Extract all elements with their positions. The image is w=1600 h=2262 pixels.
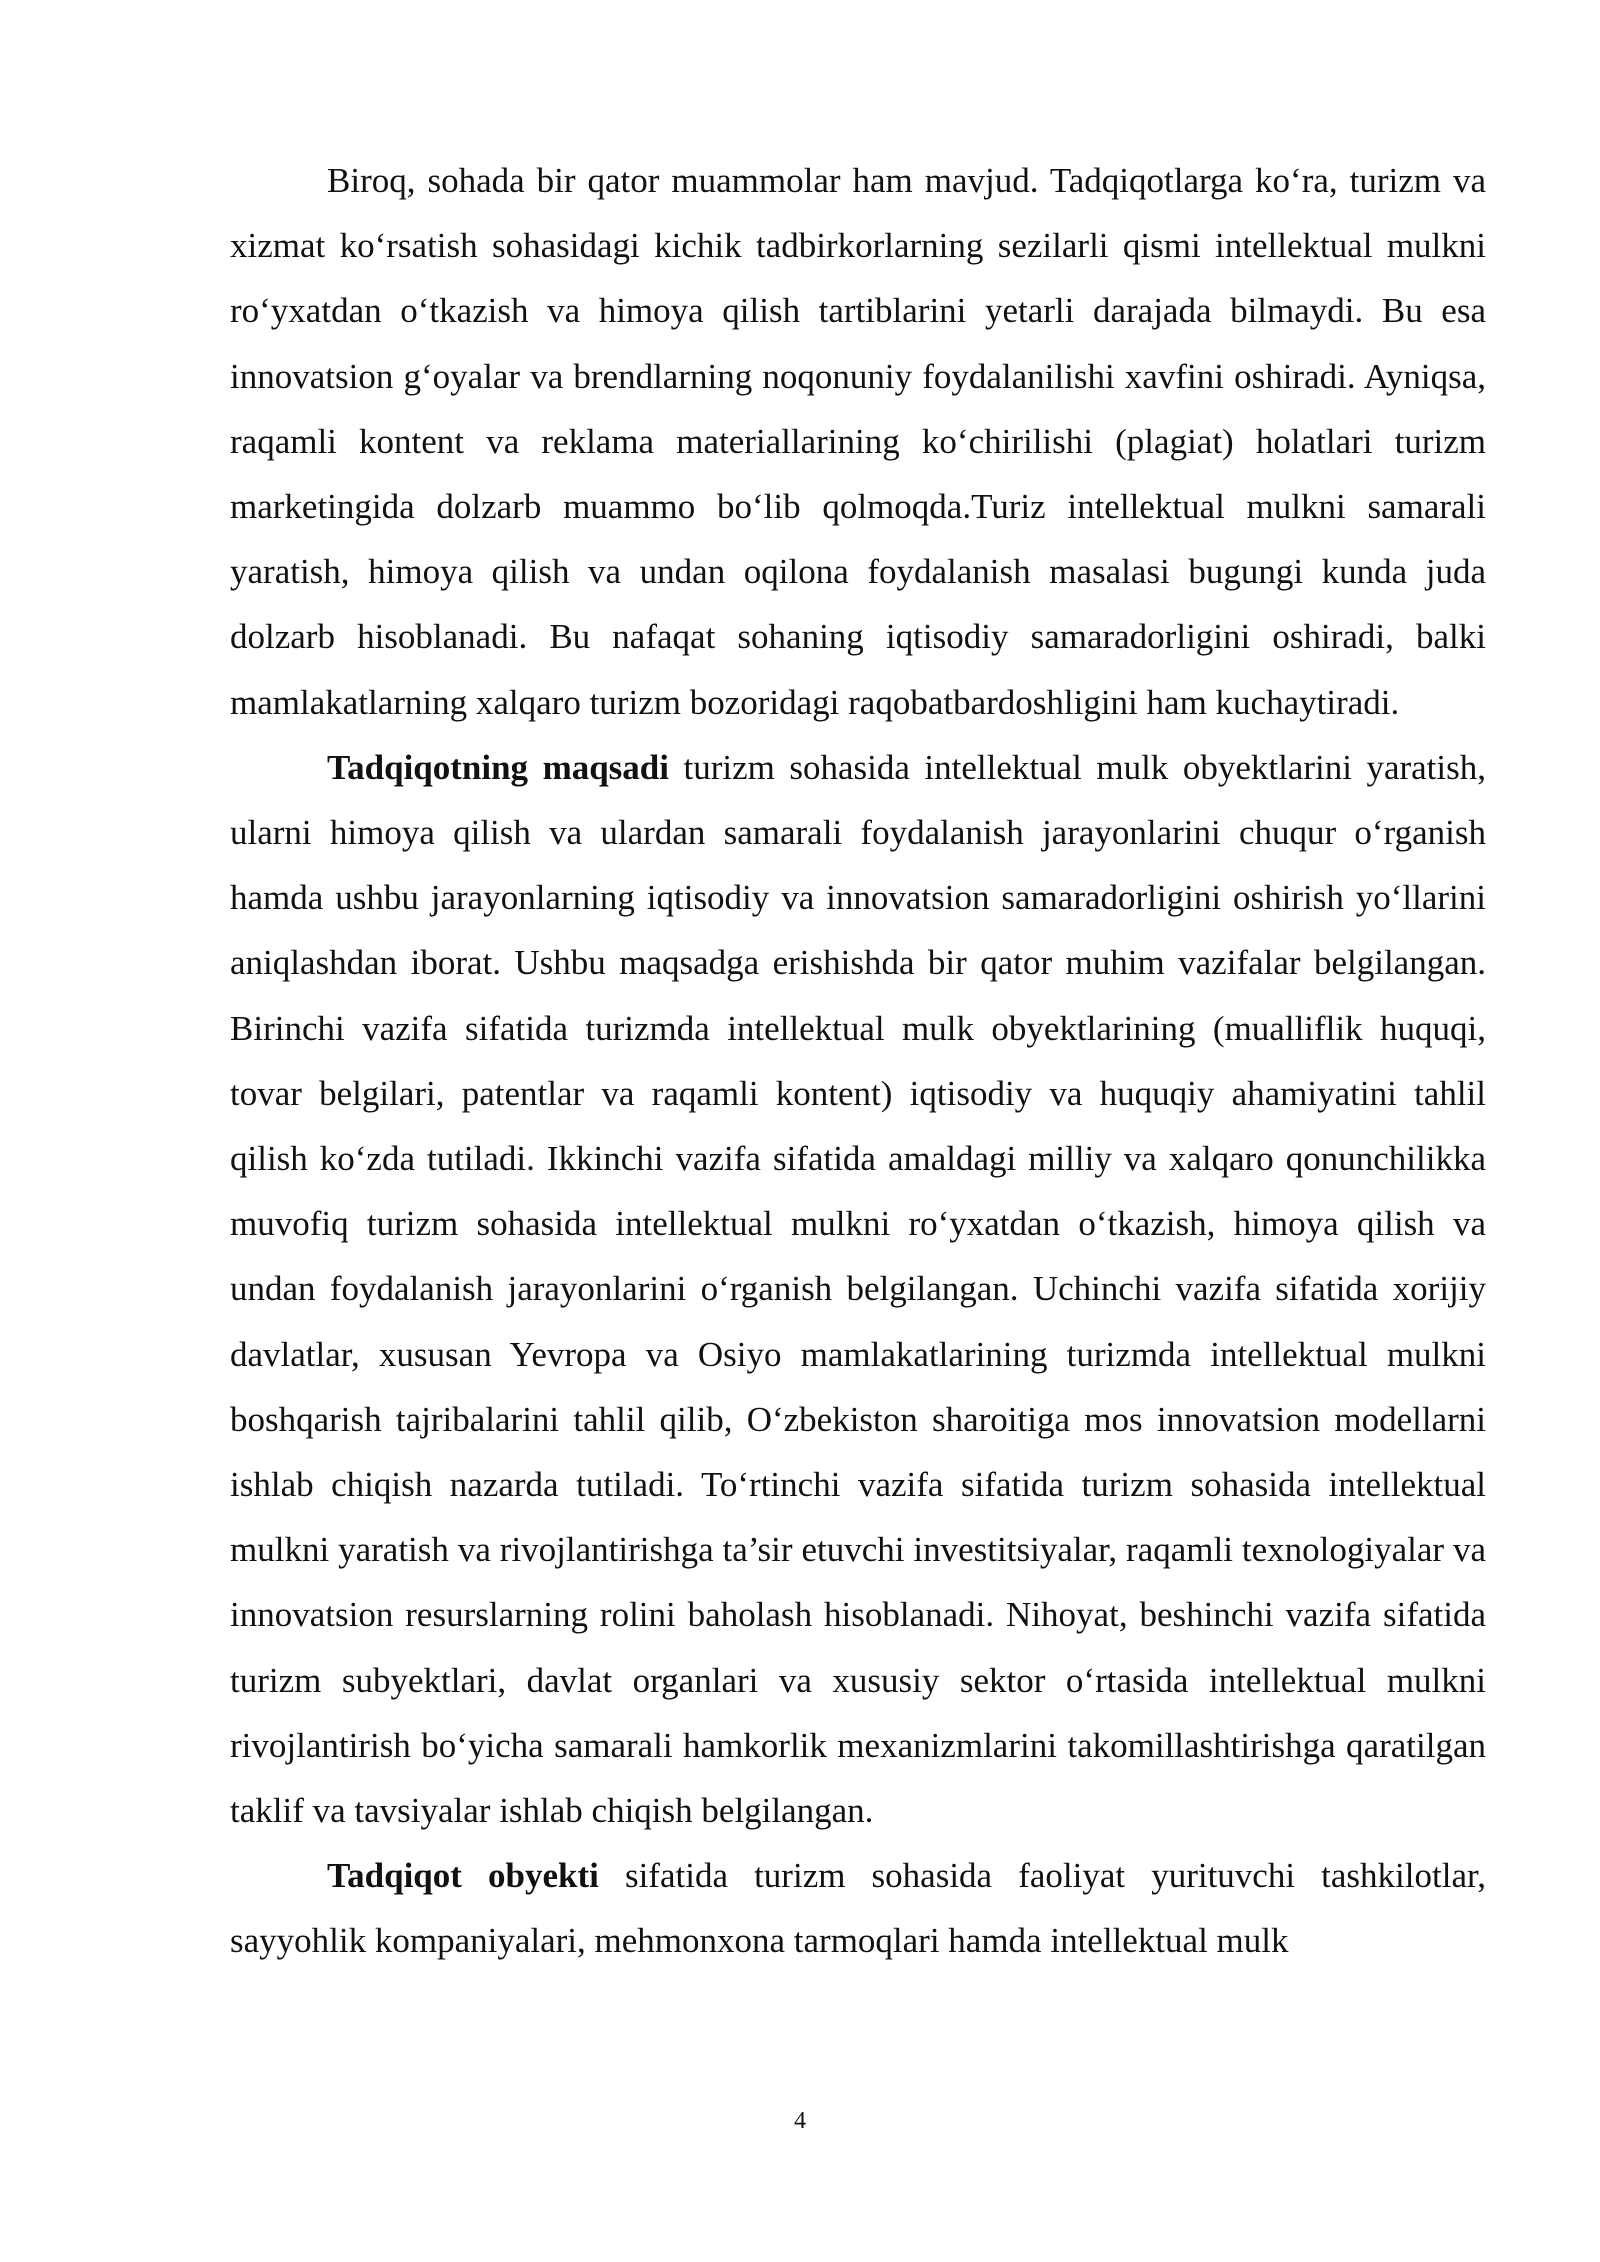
paragraph-problems-text: Biroq, sohada bir qator muammolar ham mavjud. Tadqiqotlarga ko‘ra, turizm va xizmat ko‘rsatish sohasidagi kichik tadbirkorlarning sezilarli qismi intellektual mulkni ro‘yxatdan o‘tkazish va himoya qilish tartiblarini yetarli darajada bilmaydi. Bu esa innovatsion g‘oyalar va brendlarning noqonuniy foydalanilishi xavfini oshiradi. Ayniqsa, raqamli kontent va reklama materiallarining ko‘chirilishi (plagiat) holatlari turizm marketingida dolzarb muammo bo‘lib qolmoqda.Turiz intellektual mulkni samarali yaratish, himoya qilish va undan oqilona foydalanish masalasi bugungi kunda juda dolzarb hisoblanadi. Bu nafaqat sohaning iqtisodiy samaradorligini oshiradi, balki mamlakatlarning xalqaro turizm bozoridagi raqobatbardoshligini ham kuchaytiradi. [230,161,1486,722]
research-goal-heading: Tadqiqotning maqsadi [327,747,669,787]
paragraph-research-object-text: sifatida turizm sohasida faoliyat yurituvchi tashkilotlar, sayyohlik kompaniyalari, mehmonxona tarmoqlari hamda intellektual mulk [230,1856,1486,1961]
research-object-heading: Tadqiqot obyekti [327,1856,599,1896]
paragraph-problems [230,148,1486,735]
body-text [230,148,1486,1974]
paragraph-research-goal-text: turizm sohasida intellektual mulk obyektlarini yaratish, ularni himoya qilish va ulardan samarali foydalanish jarayonlarini chuqur o‘rganish hamda ushbu jarayonlarning iqtisodiy va innovatsion samaradorligini oshirish yo‘llarini aniqlashdan iborat. Ushbu maqsadga erishishda bir qator muhim vazifalar belgilangan. Birinchi vazifa sifatida turizmda intellektual mulk obyektlarining (mualliflik huquqi, tovar belgilari, patentlar va raqamli kontent) iqtisodiy va huquqiy ahamiyatini tahlil qilish ko‘zda tutiladi. Ikkinchi vazifa sifatida amaldagi milliy va xalqaro qonunchilikka muvofiq turizm sohasida intellektual mulkni ro‘yxatdan o‘tkazish, himoya qilish va undan foydalanish jarayonlarini o‘rganish belgilangan. Uchinchi vazifa sifatida xorijiy davlatlar, xususan Yevropa va Osiyo mamlakatlarining turizmda intellektual mulkni boshqarish tajribalarini tahlil qilib, O‘zbekiston sharoitiga mos innovatsion modellarni ishlab chiqish nazarda tutiladi. To‘rtinchi vazifa sifatida turizm sohasida intellektual mulkni yaratish va rivojlantirishga ta’sir etuvchi investitsiyalar, raqamli texnologiyalar va innovatsion resurslarning rolini baholash hisoblanadi. Nihoyat, beshinchi vazifa sifatida turizm subyektlari, davlat organlari va xususiy sektor o‘rtasida intellektual mulkni rivojlantirish bo‘yicha samarali hamkorlik mexanizmlarini takomillashtirishga qaratilgan taklif va tavsiyalar ishlab chiqish belgilangan. [230,747,1486,1831]
page-number: 4 [794,2108,806,2134]
paragraph-research-goal [230,735,1486,1843]
paragraph-research-object [230,1843,1486,1973]
